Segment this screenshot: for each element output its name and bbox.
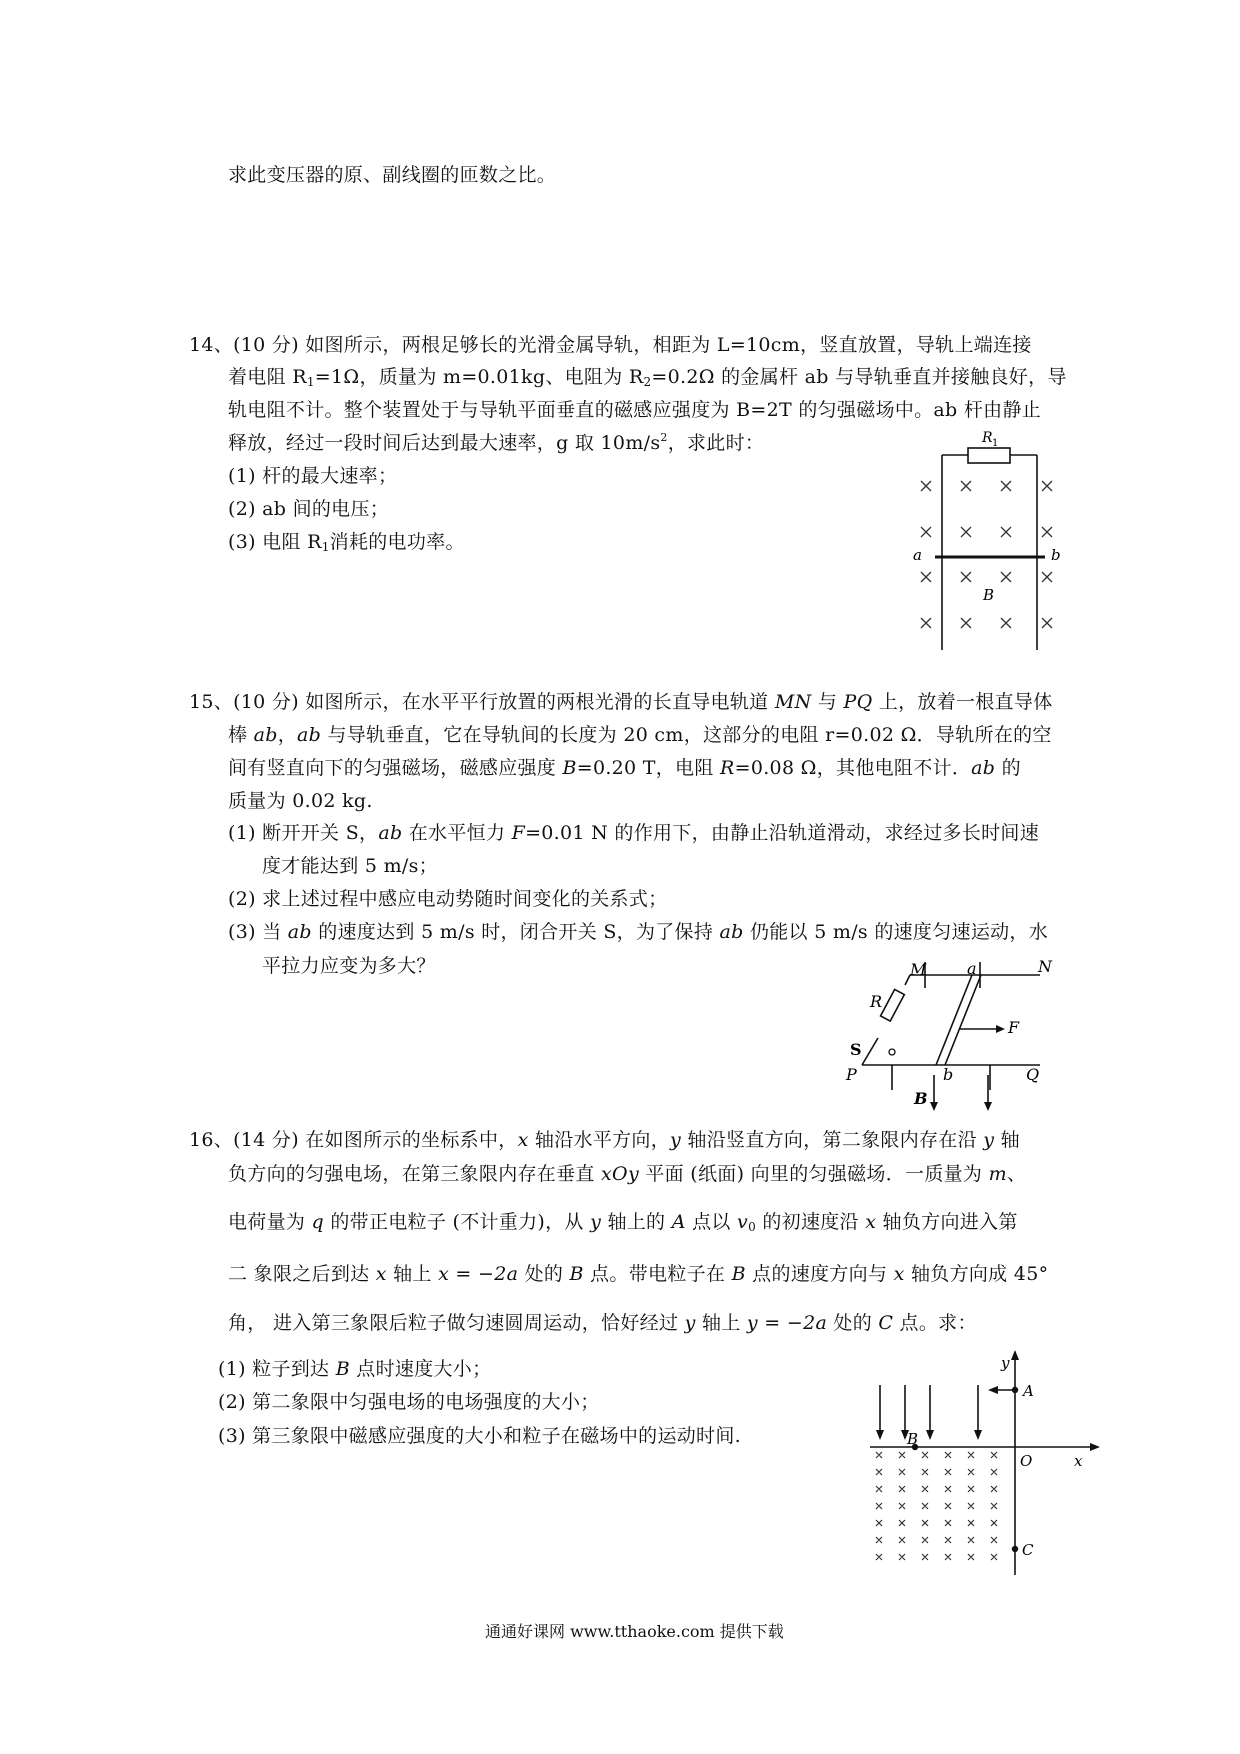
q16-fig-label-A: A bbox=[1023, 1382, 1034, 1400]
q14-fig-label-a: a bbox=[913, 546, 922, 564]
q15-sub-3-cont: 平拉力应变为多大？ bbox=[262, 955, 436, 977]
q15-fig-label-B: B bbox=[914, 1089, 928, 1108]
q16-line-3: 电荷量为 q 的带正电粒子 (不计重力)，从 y 轴上的 A 点以 $v_0$ 的初速度沿 x 轴负方向进入第 bbox=[228, 1211, 1018, 1234]
q15-sub-1: (1) 断开开关 S，ab 在水平恒力 F=0.01 N 的作用下，由静止沿轨道滑动，求经过多长时间速 bbox=[228, 822, 1040, 844]
q15-rail-diagram bbox=[840, 955, 1065, 1115]
q14-fig-label-b: b bbox=[1051, 546, 1061, 564]
q15-fig-label-b: b bbox=[943, 1065, 954, 1084]
page-footer: 通通好课网 www.tthaoke.com 提供下载 bbox=[485, 1622, 784, 1641]
q15-fig-label-P: P bbox=[846, 1065, 857, 1084]
q16-line-5: 角， 进入第三象限后粒子做匀速圆周运动，恰好经过 y 轴上 y = −2a 处的 C 点。求： bbox=[228, 1312, 977, 1334]
q15-sub-3: (3) 当 ab 的速度达到 5 m/s 时，闭合开关 S，为了保持 ab 仍能以 5 m/s 的速度匀速运动，水 bbox=[228, 921, 1049, 943]
q16-sub-3: (3) 第三象限中磁感应强度的大小和粒子在磁场中的运动时间. bbox=[218, 1425, 741, 1447]
q16-line-2: 负方向的匀强电场，在第三象限内存在垂直 xOy 平面 (纸面) 向里的匀强磁场．一质量为 m、 bbox=[228, 1163, 1027, 1185]
q14-field-crosses bbox=[921, 481, 1052, 628]
q15-fig-label-S: S bbox=[850, 1040, 862, 1059]
q14-line-1: 14、(10 分) 如图所示，两根足够长的光滑金属导轨，相距为 L=10cm，竖直放置，导轨上端连接 bbox=[189, 334, 1032, 356]
q14-line-3: 轨电阻不计。整个装置处于与导轨平面垂直的磁感应强度为 B=2T 的匀强磁场中。ab 杆由静止 bbox=[228, 399, 1042, 421]
q16-coordinate-diagram bbox=[860, 1350, 1100, 1580]
q14-fig-r1: R bbox=[982, 430, 993, 446]
q15-sub-1-cont: 度才能达到 5 m/s； bbox=[262, 855, 438, 877]
q14-fig-r1-sub: 1 bbox=[992, 438, 999, 449]
q15-line-3: 间有竖直向下的匀强磁场，磁感应强度 B=0.20 T，电阻 R=0.08 Ω，其他电阻不计．ab 的 bbox=[228, 757, 1021, 779]
q15-fig-label-a: a bbox=[967, 959, 977, 978]
q15-line-1: 15、(10 分) 如图所示，在水平平行放置的两根光滑的长直导电轨道 MN 与 PQ 上，放着一根直导体 bbox=[189, 691, 1053, 713]
q15-fig-label-M: M bbox=[910, 960, 927, 979]
q16-fig-label-B: B bbox=[907, 1430, 919, 1448]
q16-fig-label-x: x bbox=[1074, 1452, 1083, 1470]
q14-sub-2: (2) ab 间的电压； bbox=[228, 498, 390, 520]
q15-fig-label-F: F bbox=[1008, 1018, 1020, 1037]
q16-fig-label-y: y bbox=[1001, 1354, 1010, 1372]
q14-fig-label-B: B bbox=[983, 586, 995, 604]
q16-fig-label-O: O bbox=[1020, 1452, 1033, 1470]
q15-fig-label-N: N bbox=[1038, 957, 1052, 976]
q15-line-4: 质量为 0.02 kg. bbox=[228, 790, 373, 812]
q16-line-1: 16、(14 分) 在如图所示的坐标系中，x 轴沿水平方向，y 轴沿竖直方向，第二象限内存在沿 y 轴 bbox=[189, 1129, 1020, 1151]
q16-sub-1: (1) 粒子到达 B 点时速度大小； bbox=[218, 1358, 492, 1380]
q14-line-2: 着电阻 $R_1=1\Omega$，质量为 m=0.01kg、电阻为 $R_2=0.2\Omega$ 的金属杆 ab 与导轨垂直并接触良好，导 bbox=[228, 366, 1067, 389]
q15-line-2: 棒 ab，ab 与导轨垂直，它在导轨间的长度为 20 cm，这部分的电阻 r=0.02 Ω．导轨所在的空 bbox=[228, 724, 1052, 746]
q15-fig-label-R: R bbox=[870, 992, 883, 1011]
q14-sub-3: (3) 电阻 $R_1$消耗的电功率。 bbox=[228, 531, 465, 554]
q15-sub-2: (2) 求上述过程中感应电动势随时间变化的关系式； bbox=[228, 888, 668, 910]
q13-tail-text: 求此变压器的原、副线圈的匝数之比。 bbox=[228, 164, 557, 186]
q16-sub-2: (2) 第二象限中匀强电场的电场强度的大小； bbox=[218, 1391, 600, 1413]
q15-fig-label-Q: Q bbox=[1026, 1065, 1040, 1084]
q16-line-4: 二 象限之后到达 x 轴上 x = −2a 处的 B 点。带电粒子在 B 点的速度方向与 x 轴负方向成 45° bbox=[228, 1263, 1049, 1285]
q14-line-4: 释放，经过一段时间后达到最大速率，g 取 $10m/s^2$，求此时： bbox=[228, 431, 765, 454]
q16-fig-label-C: C bbox=[1022, 1541, 1034, 1559]
q16-field-crosses bbox=[876, 1452, 997, 1560]
q14-sub-1: (1) 杆的最大速率； bbox=[228, 465, 398, 487]
q14-rail-diagram bbox=[905, 425, 1075, 655]
